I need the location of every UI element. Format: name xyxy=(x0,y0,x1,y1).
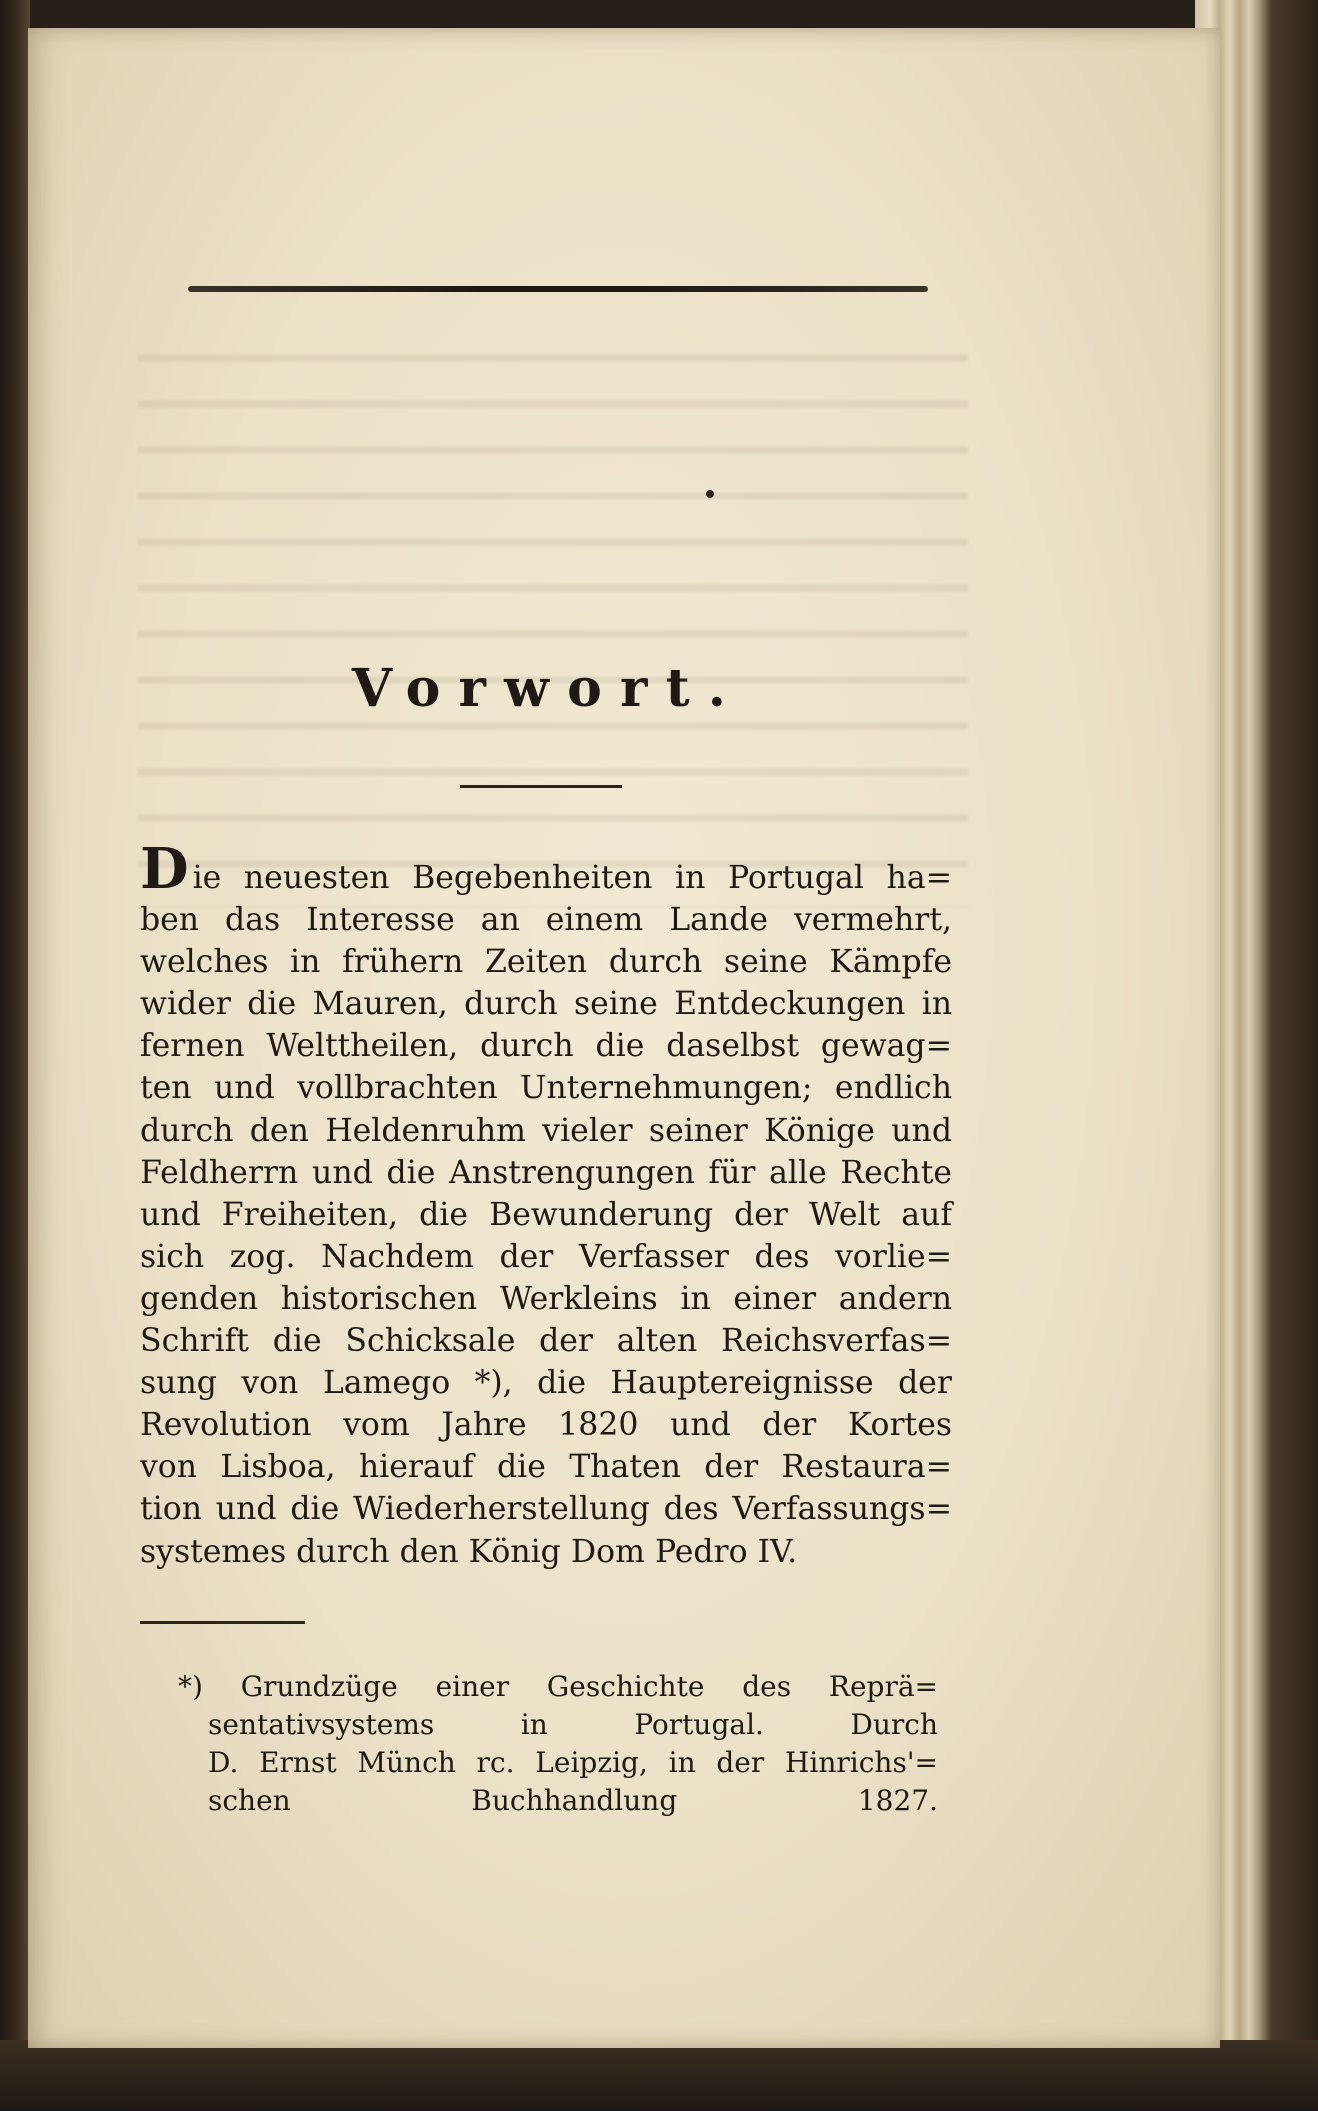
footnote-line-4: schen Buchhandlung 1827. xyxy=(208,1784,938,1817)
book-binding-left xyxy=(0,0,30,2111)
body-line-12: Schrift die Schicksale der alten Reichsverfas= xyxy=(140,1323,952,1360)
body-line-17: systemes durch den König Dom Pedro IV. xyxy=(140,1533,798,1570)
page-heading: Vorwort. xyxy=(351,658,745,719)
book-cover-bottom xyxy=(0,2040,1318,2111)
body-line-14: Revolution vom Jahre 1820 und der Kortes xyxy=(140,1407,952,1444)
body-line-2: ben das Interesse an einem Lande vermehrt, xyxy=(140,902,952,939)
body-paragraph xyxy=(140,836,952,1573)
body-line-3: welches in frühern Zeiten durch seine Kämpfe xyxy=(140,944,952,981)
bleed-through-text xyxy=(138,328,968,908)
body-line-9: und Freiheiten, die Bewunderung der Welt auf xyxy=(140,1196,952,1233)
body-line-16: tion und die Wiederherstellung des Verfassungs= xyxy=(140,1491,952,1528)
footnote xyxy=(178,1668,938,1820)
heading-rule xyxy=(460,785,622,788)
top-rule xyxy=(188,286,928,292)
body-line-13: sung von Lamego *), die Hauptereignisse der xyxy=(140,1365,952,1402)
drop-cap: D xyxy=(140,836,189,902)
body-line-4: wider die Mauren, durch seine Entdeckungen in xyxy=(140,986,952,1023)
body-line-7: durch den Heldenruhm vieler seiner Könige und xyxy=(140,1112,952,1149)
body-line-6: ten und vollbrachten Unternehmungen; endlich xyxy=(140,1070,952,1107)
book-page xyxy=(28,28,1220,2048)
body-line-11: genden historischen Werkleins in einer andern xyxy=(140,1280,952,1317)
body-line-8: Feldherrn und die Anstrengungen für alle Rechte xyxy=(140,1154,952,1191)
body-line-5: fernen Welttheilen, durch die daselbst gewag= xyxy=(140,1028,952,1065)
footnote-line-1: *) Grundzüge einer Geschichte des Reprä= xyxy=(178,1670,938,1703)
body-line-1: Die neuesten Begebenheiten in Portugal ha= xyxy=(140,836,952,902)
footnote-rule xyxy=(140,1621,305,1624)
body-line-15: von Lisboa, hierauf die Thaten der Restaura= xyxy=(140,1449,952,1486)
footnote-line-2: sentativsystems in Portugal. Durch xyxy=(208,1708,938,1741)
footnote-line-3: D. Ernst Münch rc. Leipzig, in der Hinrichs'= xyxy=(208,1746,938,1779)
body-line-10: sich zog. Nachdem der Verfasser des vorlie= xyxy=(140,1238,952,1275)
ink-dot xyxy=(706,490,714,498)
